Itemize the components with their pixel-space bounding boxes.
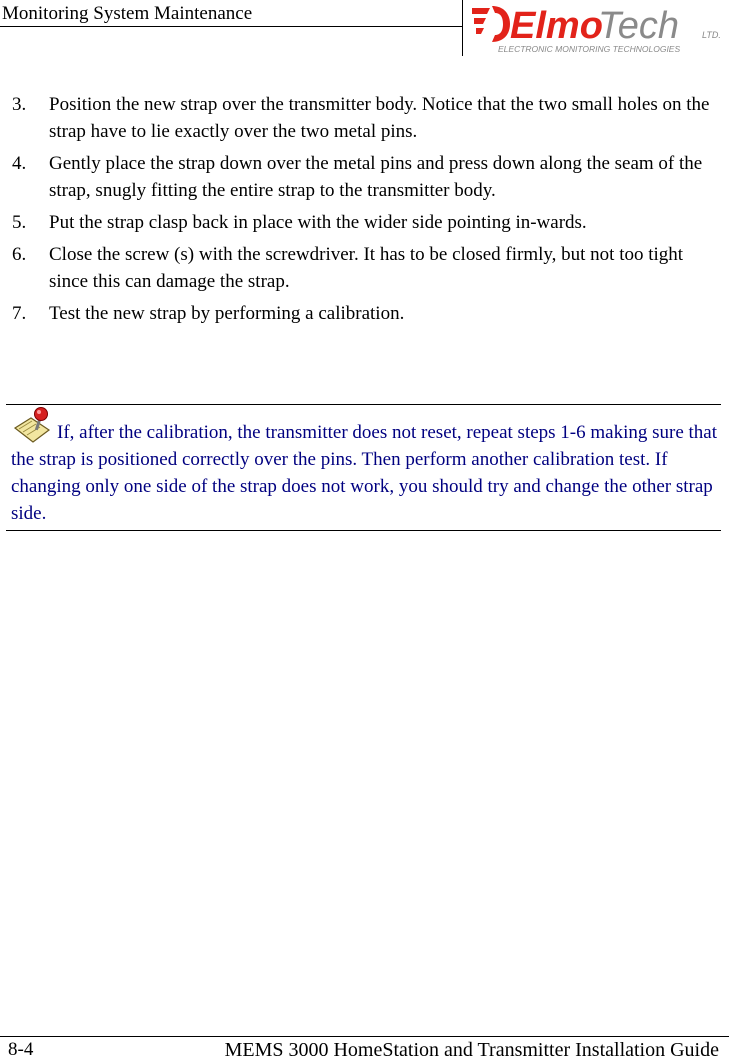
logo-suffix: LTD. xyxy=(702,30,721,40)
step-text: Put the strap clasp back in place with the wider side pointing in-wards. xyxy=(49,212,587,233)
header-title: Monitoring System Maintenance xyxy=(2,3,253,24)
steps-list xyxy=(12,91,712,332)
header-rule xyxy=(0,26,462,27)
step-number: 3. xyxy=(12,94,27,115)
step-number: 6. xyxy=(12,244,27,265)
page-number: 8-4 xyxy=(8,1039,34,1060)
note-box xyxy=(6,404,721,531)
logo-brand-right: Tech xyxy=(598,5,679,47)
list-item xyxy=(12,209,712,236)
elmotech-logo xyxy=(470,2,728,56)
step-text: Position the new strap over the transmitter body. Notice that the two small holes on the strap have to lie exactly over the two metal pins. xyxy=(49,94,710,142)
logo-tagline: ELECTRONIC MONITORING TECHNOLOGIES xyxy=(498,44,681,54)
step-number: 5. xyxy=(12,212,27,233)
step-number: 4. xyxy=(12,153,27,174)
list-item xyxy=(12,91,712,145)
note-pin-icon xyxy=(11,406,55,446)
list-item xyxy=(12,241,712,295)
header-divider xyxy=(462,0,463,56)
list-item xyxy=(12,300,712,327)
step-text: Gently place the strap down over the metal pins and press down along the seam of the strap, snugly fitting the entire strap to the transmitter body. xyxy=(49,153,703,201)
note-text: If, after the calibration, the transmitter does not reset, repeat steps 1-6 making sure that the strap is positioned correctly over the pins. Then perform another calibration test. If changing only one side of the strap does not work, you should try and change the other strap side. xyxy=(11,422,718,524)
footer-title: MEMS 3000 HomeStation and Transmitter Installation Guide xyxy=(224,1039,719,1061)
step-text: Close the screw (s) with the screwdriver. It has to be closed firmly, but not too tight since this can damage the strap. xyxy=(49,244,684,292)
step-text: Test the new strap by performing a calibration. xyxy=(49,303,405,324)
footer-rule xyxy=(0,1036,729,1037)
logo-brand-left: Elmo xyxy=(510,5,603,47)
step-number: 7. xyxy=(12,303,27,324)
list-item xyxy=(12,150,712,204)
page-footer xyxy=(0,1034,729,1061)
page-header xyxy=(0,0,729,58)
